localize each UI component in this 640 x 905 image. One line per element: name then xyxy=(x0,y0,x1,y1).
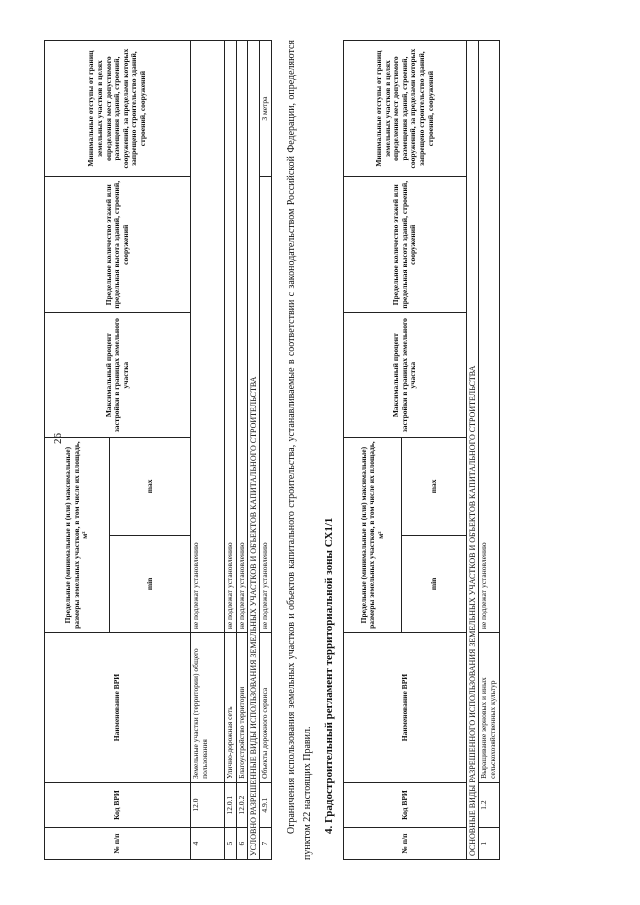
table-row xyxy=(191,41,225,860)
header-area: Предельные (минимальные и (или) максимальные) размеры земельных участков, в том числе их площадь, м² xyxy=(344,438,402,633)
header-max: max xyxy=(402,438,467,536)
cell-code: 1.2 xyxy=(479,782,499,827)
header-setback: Минимальные отступы от границ земельных участков в целях определения мест допустимого размещения зданий, строений, сооружений, за пределами которых запрещено строительство зданий, строений, сооружений xyxy=(344,41,467,177)
header-setback: Минимальные отступы от границ земельных участков в целях определения мест допустимого размещения зданий, строений, сооружений, за пределами которых запрещено строительство зданий, строений, сооружений xyxy=(45,41,191,177)
cell-name: Земельные участки (территории) общего пользования xyxy=(191,633,225,783)
header-area: Предельные (минимальные и (или) максимальные) размеры земельных участков, в том числе их площадь, м² xyxy=(45,438,110,633)
header-floors: Предельное количество этажей или предельная высота зданий, строений, сооружений xyxy=(45,177,191,313)
header-name: Наименование ВРИ xyxy=(344,633,467,783)
restrictions-paragraph: Ограничения использования земельных участков и объектов капитального строительства, устанавливаемые в соответствии с законодательством Российской Федерации, определяются пунктом 22 настоящих Правил. xyxy=(286,40,313,860)
section-row xyxy=(467,41,479,860)
cell-code: 12.0.2 xyxy=(236,782,248,827)
cell-area: не подлежат установлению xyxy=(225,41,237,633)
cell-code: 12.0.1 xyxy=(225,782,237,827)
header-code: Код ВРИ xyxy=(45,782,191,827)
header-max: max xyxy=(110,438,191,536)
table-zone-regulation xyxy=(343,40,499,860)
header-percent: Максимальный процент застройки в границах земельного участка xyxy=(344,313,467,438)
rotated-content xyxy=(44,40,584,860)
cell-area: не подлежат установлению xyxy=(479,41,499,633)
cell-name: Благоустройство территории xyxy=(236,633,248,783)
cell-area: не подлежат установлению xyxy=(260,177,272,633)
section-title: ОСНОВНЫЕ ВИДЫ РАЗРЕШЕННОГО ИСПОЛЬЗОВАНИЯ ЗЕМЕЛЬНЫХ УЧАСТКОВ И ОБЪЕКТОВ КАПИТАЛЬНОГО СТРОИТЕЛЬСТВА xyxy=(467,41,479,860)
section-heading: 4. Градостроительный регламент территориальной зоны СХ1/1 xyxy=(323,517,336,834)
table-row xyxy=(225,41,237,860)
header-name: Наименование ВРИ xyxy=(45,633,191,783)
header-min: min xyxy=(110,535,191,633)
header-code: Код ВРИ xyxy=(344,782,467,827)
section-title: УСЛОВНО РАЗРЕШЕННЫЕ ВИДЫ ИСПОЛЬЗОВАНИЯ ЗЕМЕЛЬНЫХ УЧАСТКОВ И ОБЪЕКТОВ КАПИТАЛЬНОГО СТРОИТЕЛЬСТВА xyxy=(248,41,260,860)
header-num: № п/п xyxy=(45,828,191,860)
section-row xyxy=(248,41,260,860)
cell-name: Улично-дорожная сеть xyxy=(225,633,237,783)
table-row xyxy=(479,41,499,860)
cell-area: не подлежат установлению xyxy=(236,41,248,633)
header-percent: Максимальный процент застройки в границах земельного участка xyxy=(45,313,191,438)
table-row xyxy=(236,41,248,860)
header-floors: Предельное количество этажей или предельная высота зданий, строений, сооружений xyxy=(344,177,467,313)
header-num: № п/п xyxy=(344,828,467,860)
cell-num: 6 xyxy=(236,828,248,860)
header-min: min xyxy=(402,535,467,633)
cell-num: 1 xyxy=(479,828,499,860)
cell-code: 4.9.1 xyxy=(260,782,272,827)
cell-area: не подлежат установлению xyxy=(191,41,225,633)
page-number: 26 xyxy=(52,433,64,444)
cell-num: 5 xyxy=(225,828,237,860)
cell-name: Выращивание зерновых и иных сельскохозяйственных культур xyxy=(479,633,499,783)
table-row xyxy=(260,41,272,860)
cell-code: 12.0 xyxy=(191,782,225,827)
cell-setback: 3 метра xyxy=(260,41,272,177)
cell-name: Объекты дорожного сервиса xyxy=(260,633,272,783)
table-permitted-uses xyxy=(44,40,272,860)
cell-num: 4 xyxy=(191,828,225,860)
cell-num: 7 xyxy=(260,828,272,860)
